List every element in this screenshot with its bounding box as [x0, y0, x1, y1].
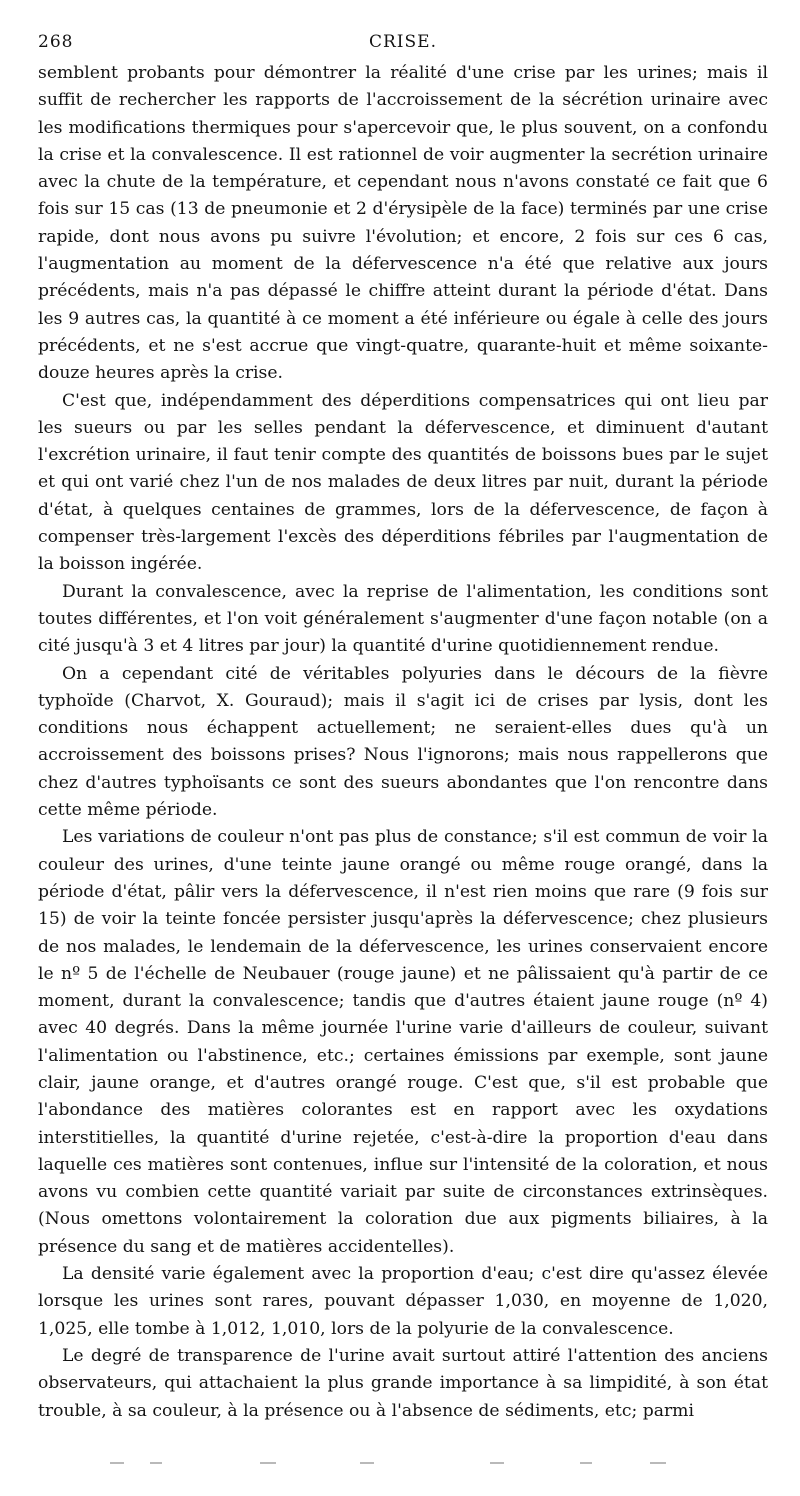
paragraph-densite: La densité varie également avec la proportion d'eau; c'est dire qu'assez élevée lorsque les urines sont rares, pouvant dépasser 1,030, en moyenne de 1,020, 1,025, elle tombe à 1,012, 1,010, lors de la polyurie de la convalescence.	[38, 1264, 768, 1339]
paragraph-continuation: semblent probants pour démontrer la réalité d'une crise par les urines; mais il suffit de rechercher les rapports de l'accroissement de la sécrétion urinaire avec les modifications thermiques pour s'apercevoir que, le plus souvent, on a confondu la crise et la convalescence. Il est rationnel de voir augmenter la secrétion urinaire avec la chute de la température, et cependant nous n'avons constaté ce fait que 6 fois sur 15 cas (13 de pneumonie et 2 d'érysipèle de la face) terminés par une crise rapide, dont nous avons pu suivre l'évolution; et encore, 2 fois sur ces 6 cas, l'augmentation au moment de la défervescence n'a été que relative aux jours précédents, mais n'a pas dépassé le chiffre atteint durant la période d'état. Dans les 9 autres cas, la quantité à ce moment a été inférieure ou égale à celle des jours précédents, et ne s'est accrue que vingt-quatre, quarante-huit et même soixante-douze heures après la crise.	[38, 63, 768, 384]
footer-scan-marks	[110, 1462, 670, 1466]
body-text	[38, 60, 768, 1425]
paragraph-couleur: Les variations de couleur n'ont pas plus de constance; s'il est commun de voir la couleur des urines, d'une teinte jaune orangé ou même rouge orangé, dans la période d'état, pâlir vers la défervescence, il n'est rien moins que rare (9 fois sur 15) de voir la teinte foncée persister jusqu'après la défervescence; chez plusieurs de nos malades, le lendemain de la défervescence, les urines conservaient encore le nº 5 de l'échelle de Neubauer (rouge jaune) et ne pâlissaient qu'à partir de ce moment, durant la convalescence; tandis que d'autres étaient jaune rouge (nº 4) avec 40 degrés. Dans la même journée l'urine varie d'ailleurs de couleur, suivant l'alimentation ou l'abstinence, etc.; certaines émissions par exemple, sont jaune clair, jaune orange, et d'autres orangé rouge. C'est que, s'il est probable que l'abondance des matières colorantes est en rapport avec les oxydations interstitielles, la quantité d'urine rejetée, c'est-à-dire la proportion d'eau dans laquelle ces matières sont contenues, influe sur l'intensité de la coloration, et nous avons vu combien cette quantité variait par suite de circonstances extrinsèques. (Nous omettons volontairement la coloration due aux pigments biliaires, à la présence du sang et de matières accidentelles).	[38, 827, 768, 1257]
paragraph-polyuries: On a cependant cité de véritables polyuries dans le décours de la fièvre typhoïde (Charvot, X. Gouraud); mais il s'agit ici de crises par lysis, dont les conditions nous échappent actuellement; ne seraient-elles dues qu'à un accroissement des boissons prises? Nous l'ignorons; mais nous rappellerons que chez d'autres typhoïsants ce sont des sueurs abondantes que l'on rencontre dans cette même période.	[38, 663, 768, 821]
paragraph-deperditions: C'est que, indépendamment des déperditions compensatrices qui ont lieu par les sueurs ou par les selles pendant la défervescence, et diminuent d'autant l'excrétion urinaire, il faut tenir compte des quantités de boissons bues par le sujet et qui ont varié chez l'un de nos malades de deux litres par nuit, durant la période d'état, à quelques centaines de grammes, lors de la défervescence, de façon à compenser très-largement l'excès des déperditions fébriles par l'augmentation de la boisson ingérée.	[38, 390, 768, 575]
book-page	[38, 30, 768, 1425]
page-number: 268	[38, 32, 74, 52]
running-title: CRISE.	[369, 32, 437, 52]
paragraph-transparence: Le degré de transparence de l'urine avait surtout attiré l'attention des anciens observateurs, qui attachaient la plus grande importance à sa limpidité, à son état trouble, à sa couleur, à la présence ou à l'absence de sédiments, etc; parmi	[38, 1345, 768, 1421]
paragraph-convalescence: Durant la convalescence, avec la reprise de l'alimentation, les conditions sont toutes différentes, et l'on voit généralement s'augmenter d'une façon notable (on a cité jusqu'à 3 et 4 litres par jour) la quantité d'urine quotidiennement rendue.	[38, 581, 768, 657]
page-header	[38, 30, 768, 60]
